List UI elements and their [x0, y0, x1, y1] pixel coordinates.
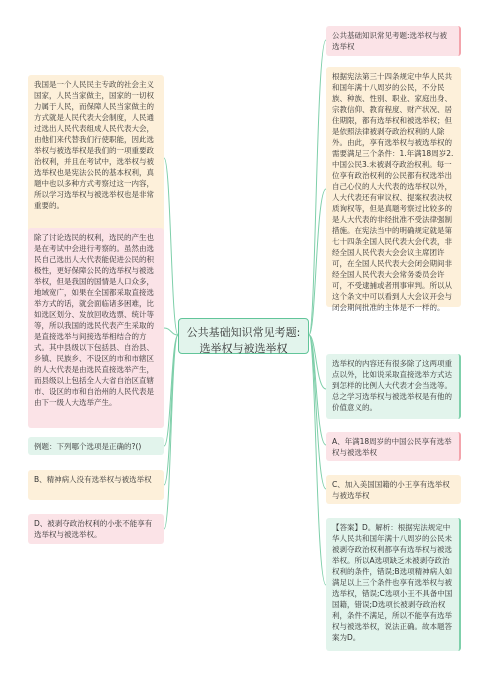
- answer-analysis-node: 【答案】D。解析：根据宪法规定中华人民共和国年满十八周岁的公民未被剥夺政治权利都享有选举权与被选举权。所以A选项缺乏未被剥夺政治权利的条件，错误;B选项精神病人如满足以上三个条件也享有选举权与被选举权，错误;C选项小王不具备中国国籍，错误;D选项长被剥夺政治权利，条件不满足，所以不能享有选举权与被选举权，说法正确。故本题答案为D。: [326, 518, 461, 651]
- branch-constitution-explanation: 根据宪法第三十四条规定中华人民共和国年满十八周岁的公民，不分民族、种族、性别、职业、家庭出身、宗教信仰、教育程度、财产状况、居住期限，都有选举权和被选举权；但是依照法律被剥夺政治权利的人除外。由此，享有选举权与被选举权的需要满足三个条件：1.年满18周岁2.中国公民3.未被剥夺政治权利。每一位享有政治权利的公民都有权选举出自己心仪的人大代表的选举权以外，人大代表还有审议权、提案权表决权质询权等，但是真题考察过比较多的是人大代表的非经批准不受法律强制措施。在宪法当中的明确规定就是第七十四条全国人民代表大会代表，非经全国人民代表大会会议主席团许可，在全国人民代表大会闭会期间非经全国人民代表大会常务委员会许可，不受逮捕或者刑事审判。所以从这个条文中可以看到人大会议开会与闭会期间批准的主体是不一样的。: [326, 67, 461, 307]
- option-d-node: D、被剥夺政治权利的小张不能享有选举权与被选举权。: [28, 514, 164, 544]
- branch-election-methods: 除了讨论选民的权利，选民的产生也是在考试中会进行考察的。虽然由选民自己选出人大代表能促进公民的积极性，更好保障公民的选举权与被选举权，但是我国的国情是人口众多，地域宽广，如果在全国都采取直接选举方式的话，就会面临诸多困难，比如选区划分、发放回收选票、统计等等，所以我国的选民代表产生采取的是直接选举与间接选举相结合的方式。其中县级以下包括县、自治县、乡镇、民族乡、不设区的市和市辖区的人大代表是由选民直接选举产生，而县级以上包括全人大省自治区直辖市、设区的市和自治州的人民代表是由下一级人大选举产生。: [28, 228, 164, 428]
- central-topic: 公共基础知识常见考题:选举权与被选举权: [178, 318, 309, 354]
- example-question-node: 例题：下列哪个选项是正确的?(): [28, 437, 164, 455]
- branch-title-node: 公共基础知识常见考题:选举权与被选举权: [326, 26, 461, 56]
- option-c-node: C、加入美国国籍的小王享有选举权与被选举权: [326, 475, 461, 504]
- branch-other-content: 选举权的内容还有很多除了这两项重点以外，比如说采取直接选举方式达到怎样的比例人大代表才会当选等。总之学习选举权与被选举权是有他的价值意义的。: [326, 354, 461, 419]
- option-a-node: A、年满18周岁的中国公民享有选举权与被选举权: [326, 432, 461, 461]
- option-b-node: B、精神病人没有选举权与被选举权: [28, 470, 164, 500]
- branch-people-democracy: 我国是一个人民民主专政的社会主义国家，人民当家做主，国家的一切权力属于人民，而保障人民当家做主的方式就是人民代表大会制度，人民通过选出人民代表组成人民代表大会，由他们来代替我们行使职能，因此选举权与被选举权是我们的一项重要政治权利，并且在考试中，选举权与被选举权也是宪法公民的基本权利，真题中也以多种方式考察过这一内容，所以学习选举权与被选举权也是非常重要的。: [28, 75, 164, 240]
